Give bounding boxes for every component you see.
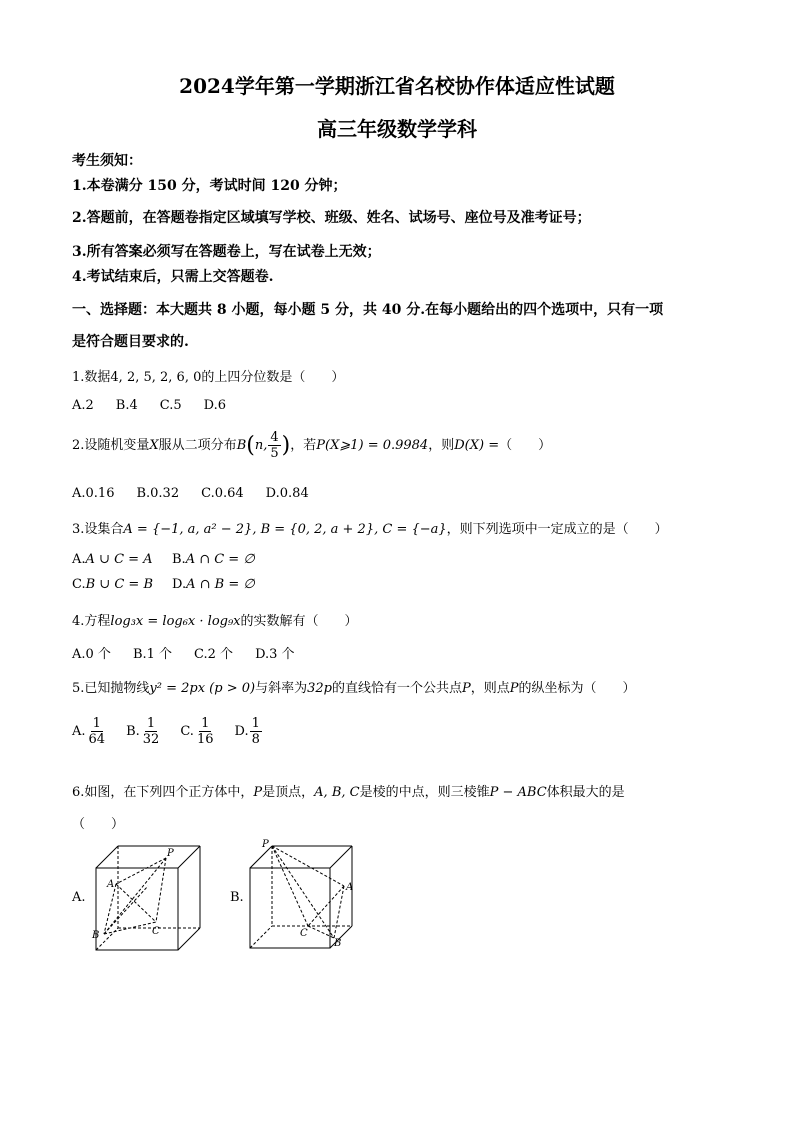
question-1: 1.数据4, 2, 5, 2, 6, 0的上四分位数是（ ） [72,370,345,385]
cube-figure-a [90,840,220,955]
cube-a-label-b: B [92,930,100,941]
q4-option-a[interactable]: A.0 个 [72,647,111,662]
cube-b-label-b: B [334,938,342,949]
q5-option-d[interactable]: D. $\frac{1}{8}$ [234,716,260,747]
cube-a-label-a: A [107,879,115,890]
q4-option-b[interactable]: B.1 个 [132,647,173,662]
q1-option-b[interactable]: B.4 [115,398,138,413]
notice-item: 4.考试结束后，只需上交答题卷. [72,269,274,285]
q3-option-d[interactable]: D.A ∩ B = ∅ [172,577,255,592]
section-heading-line1: 一、选择题：本大题共 8 小题，每小题 5 分，共 40 分.在每小题给出的四个选项中，只有一项 [72,302,664,318]
cube-a-label-p: P [167,848,174,859]
q4-option-d[interactable]: D.3 个 [255,647,295,662]
question-4: 4.方程log₃x = log₆x · log₉x的实数解有（ ） [72,614,358,629]
q5-option-a[interactable]: A. $\frac{1}{64}$ [72,716,106,747]
q2-option-d[interactable]: D.0.84 [265,486,309,501]
notice-item: 3.所有答案必须写在答题卷上，写在试卷上无效； [72,244,381,260]
q4-options [72,643,317,662]
cube-figure-b [244,838,374,953]
q3-options-row2 [72,577,255,592]
exam-title: 2024学年第一学期浙江省名校协作体适应性试题 [179,74,615,98]
question-3: 3.设集合A = {−1, a, a² − 2}, B = {0, 2, a + 2}, C = {−a}，则下列选项中一定成立的是（ ） [72,522,668,537]
q3-option-a[interactable]: A.A ∪ C = A [72,552,153,567]
notice-item: 1.本卷满分 150 分，考试时间 120 分钟； [72,178,347,194]
q1-option-a[interactable]: A.2 [72,398,94,413]
notice-item: 2.答题前，在答题卷指定区域填写学校、班级、姓名、试场号、座位号及准考证号； [72,210,591,226]
notice-heading: 考生须知： [72,153,142,169]
q4-option-c[interactable]: C.2 个 [194,647,234,662]
q1-options [72,398,248,413]
section-heading-line2: 是符合题目要求的. [72,334,189,350]
exam-subtitle: 高三年级数学学科 [317,117,477,141]
q6-figure-a-label[interactable]: A. [72,890,86,905]
question-5: 5.已知抛物线y² = 2px (p > 0)与斜率为32p的直线恰有一个公共点P，则点P的纵坐标为（ ） [72,681,636,696]
q2-option-a[interactable]: A.0.16 [72,486,115,501]
question-6: 6.如图，在下列四个正方体中，P是顶点，A, B, C是棱的中点，则三棱锥P − ABC体积最大的是 [72,785,625,800]
q3-option-b[interactable]: B.A ∩ C = ∅ [172,552,255,567]
cube-b-label-a: A [346,882,354,893]
q6-paren: （ ） [72,817,125,832]
q2-option-c[interactable]: C.0.64 [201,486,244,501]
q2-option-b[interactable]: B.0.32 [136,486,180,501]
cube-b-label-c: C [300,928,308,939]
q1-data: 4, 2, 5, 2, 6, 0 [110,370,202,385]
cube-b-label-p: P [262,839,269,850]
q3-options-row1 [72,552,255,567]
q2-fraction: $\frac{4}{5}$ [270,430,279,461]
q3-option-c[interactable]: C.B ∪ C = B [72,577,153,592]
q5-option-c[interactable]: C. $\frac{1}{16}$ [180,716,214,747]
q1-option-c[interactable]: C.5 [159,398,182,413]
cube-a-label-c: C [152,926,160,937]
q2-options [72,486,331,501]
q6-figure-b-label[interactable]: B. [230,890,244,905]
q1-option-d[interactable]: D.6 [203,398,227,413]
q5-option-b[interactable]: B. $\frac{1}{32}$ [126,716,160,747]
q5-options [72,716,263,747]
question-2: 2.设随机变量X服从二项分布B(n, $\frac{4}{5}$ )，若P(X⩾1) = 0.9984，则D(X) =（ ） [72,430,552,461]
